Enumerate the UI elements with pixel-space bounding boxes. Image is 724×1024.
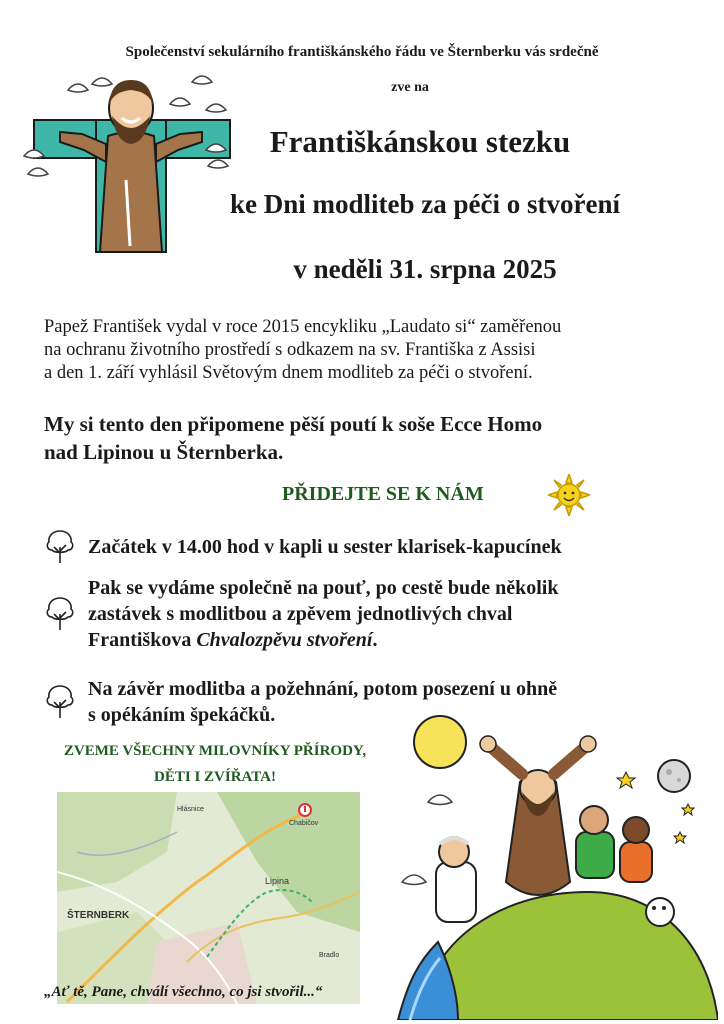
tree-icon: [44, 684, 76, 720]
map-label-hlasnice: Hlásnice: [177, 806, 204, 813]
intro-line: a den 1. září vyhlásil Světovým dnem modliteb za péči o stvoření.: [44, 363, 533, 383]
closing-quote: „Ať tě, Pane, chválí všechno, co jsi stvořil...“: [44, 984, 323, 1000]
event-title: Františkánskou stezku: [269, 124, 571, 159]
tree-icon: [44, 529, 76, 565]
event-date: v neděli 31. srpna 2025: [293, 254, 557, 284]
intro-paragraph: [44, 316, 684, 385]
highlight-line: My si tento den připomene pěší poutí k soše Ecce Homo: [44, 412, 543, 436]
bullet-text: Františkova Chvalozpěvu stvoření.: [88, 629, 378, 651]
intro-line: Papež František vydal v roce 2015 encykliku „Laudato si“ zaměřenou: [44, 317, 562, 337]
bullet-text: zastávek s modlitbou a zpěvem jednotlivých chval: [88, 603, 513, 625]
bullet-text: Pak se vydáme společně na pouť, po cestě bude několik: [88, 577, 559, 599]
canticle-title: Chvalozpěvu stvoření: [196, 629, 373, 651]
tree-icon: [44, 596, 76, 632]
map-label-town: ŠTERNBERK: [67, 910, 130, 921]
bullet-start: [44, 529, 674, 565]
map-label-bradlo: Bradlo: [319, 952, 340, 959]
map-label-chabicov: Chabičov: [289, 820, 319, 827]
map-label-lipina: Lipina: [265, 876, 290, 886]
invite-line: DĚTI I ZVÍŘATA!: [154, 769, 276, 785]
organizer-line: Společenství sekulárního františkánského řádu ve Šternberku vás srdečně: [125, 44, 599, 60]
bullet-pilgrimage: [44, 575, 674, 653]
pilgrimage-highlight: [44, 410, 684, 466]
highlight-line: nad Lipinou u Šternberka.: [44, 440, 284, 464]
invite-line: ZVEME VŠECHNY MILOVNÍKY PŘÍRODY,: [63, 743, 367, 759]
invites-line: zve na: [391, 80, 429, 95]
bullet-text: s opékáním špekáčků.: [88, 704, 276, 726]
nature-invitation: [40, 738, 390, 790]
sun-icon: [548, 474, 590, 516]
intro-line: na ochranu životního prostředí s odkazem na sv. Františka z Assisi: [44, 340, 536, 360]
creation-illustration: [388, 712, 718, 1020]
join-us-heading: PŘIDEJTE SE K NÁM: [282, 483, 484, 505]
bullet-text: Začátek v 14.00 hod v kapli u sester klarisek-kapucínek: [88, 536, 562, 558]
event-subtitle: ke Dni modliteb za péči o stvoření: [230, 189, 620, 219]
saint-francis-cross-illustration: [20, 70, 240, 255]
route-map: [57, 792, 360, 1004]
bullet-text: Na závěr modlitba a požehnání, potom posezení u ohně: [88, 678, 558, 700]
